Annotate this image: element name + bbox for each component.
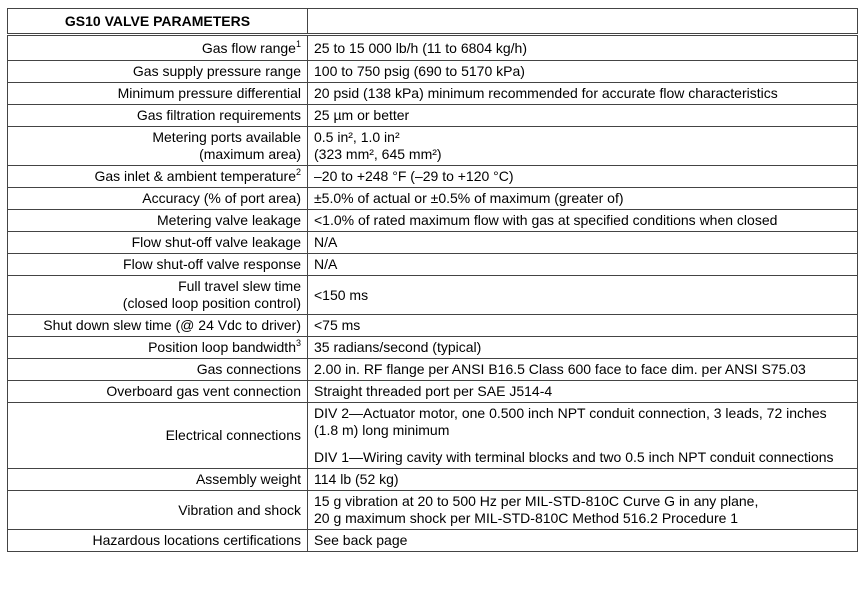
table-row (8, 381, 858, 403)
table-row (8, 337, 858, 359)
parameter-value-line: 15 g vibration at 20 to 500 Hz per MIL-STD-810C Curve G in any plane, (314, 493, 759, 509)
table-title: GS10 VALVE PARAMETERS (8, 9, 308, 35)
parameter-label-line (14, 427, 301, 444)
table-row (8, 188, 858, 210)
table-row (8, 232, 858, 254)
parameter-label (8, 188, 308, 210)
table-header-row (8, 9, 858, 35)
parameter-value (308, 276, 858, 315)
parameter-label-text: Flow shut-off valve response (123, 256, 301, 272)
parameter-value-line: 20 psid (138 kPa) minimum recommended for accurate flow characteristics (314, 85, 778, 101)
parameter-value-line: See back page (314, 532, 408, 548)
parameter-label-line (14, 256, 301, 273)
parameter-label-text: Gas inlet & ambient temperature (94, 168, 296, 184)
parameter-label (8, 210, 308, 232)
parameter-label-line (14, 234, 301, 251)
parameter-label-line (14, 471, 301, 488)
parameter-label-text: Overboard gas vent connection (106, 383, 301, 399)
parameter-value-line: 0.5 in², 1.0 in² (314, 129, 400, 145)
paragraph-gap (314, 439, 851, 449)
parameter-label (8, 232, 308, 254)
parameter-label (8, 254, 308, 276)
table-header-blank (308, 9, 858, 35)
parameter-value (308, 188, 858, 210)
parameter-label (8, 403, 308, 469)
parameter-label (8, 105, 308, 127)
parameter-label-line (14, 339, 301, 356)
parameter-value-line: –20 to +248 °F (–29 to +120 °C) (314, 168, 514, 184)
table-row (8, 105, 858, 127)
parameter-value-line: 35 radians/second (typical) (314, 339, 482, 355)
parameter-value (308, 35, 858, 61)
parameter-value (308, 127, 858, 166)
parameter-label-text: Full travel slew time (178, 278, 301, 294)
parameter-value-line: <75 ms (314, 317, 361, 333)
parameter-label-line (14, 532, 301, 549)
parameter-value (308, 254, 858, 276)
parameter-label (8, 381, 308, 403)
parameter-value (308, 210, 858, 232)
table-row (8, 530, 858, 552)
parameter-value (308, 166, 858, 188)
parameter-label-text: Metering valve leakage (157, 212, 301, 228)
table-row (8, 61, 858, 83)
parameter-value (308, 315, 858, 337)
parameter-label-text: Gas flow range (201, 39, 296, 56)
parameter-value (308, 337, 858, 359)
parameter-value-line: 25 µm or better (314, 107, 410, 123)
parameter-label (8, 530, 308, 552)
parameter-label-line (14, 40, 301, 57)
parameter-label-line (14, 107, 301, 124)
parameter-label-text: Gas supply pressure range (132, 63, 301, 79)
parameter-value-line: <1.0% of rated maximum flow with gas at specified conditions when closed (314, 212, 778, 228)
footnote-marker: 1 (295, 38, 301, 49)
parameter-label-text: Assembly weight (195, 471, 301, 487)
parameter-label (8, 61, 308, 83)
parameter-value-line: N/A (314, 256, 338, 272)
parameter-label-line (14, 190, 301, 207)
table-row (8, 315, 858, 337)
parameter-label-text: Minimum pressure differential (117, 85, 301, 101)
parameter-value-line: (323 mm², 645 mm²) (314, 146, 442, 162)
parameter-label-text: Metering ports available (152, 129, 301, 145)
parameter-label-line (14, 278, 301, 295)
parameter-label-line (14, 383, 301, 400)
table-row (8, 359, 858, 381)
parameter-label (8, 491, 308, 530)
parameter-value (308, 469, 858, 491)
parameter-value-line: 2.00 in. RF flange per ANSI B16.5 Class 600 face to face dim. per ANSI S75.03 (314, 361, 806, 377)
parameter-value (308, 530, 858, 552)
parameter-value (308, 359, 858, 381)
parameter-value-line: N/A (314, 234, 338, 250)
table-body (8, 35, 858, 552)
parameter-label (8, 337, 308, 359)
parameter-value-line: DIV 1—Wiring cavity with terminal blocks and two 0.5 inch NPT conduit connections (314, 449, 834, 465)
parameter-label-text: Position loop bandwidth (148, 339, 296, 355)
parameter-label (8, 315, 308, 337)
parameter-label-line (14, 361, 301, 378)
footnote-marker: 2 (295, 167, 301, 177)
parameter-value-line: 114 lb (52 kg) (314, 471, 399, 487)
table-row (8, 35, 858, 61)
parameter-label-line (14, 146, 301, 163)
table-row (8, 491, 858, 530)
parameter-label-line (14, 212, 301, 229)
parameter-value-line: 20 g maximum shock per MIL-STD-810C Method 516.2 Procedure 1 (314, 510, 739, 526)
table-row (8, 210, 858, 232)
parameter-label-line (14, 85, 301, 102)
parameters-sheet (7, 8, 857, 552)
parameter-label-line (14, 168, 301, 185)
parameter-label-text: Shut down slew time (@ 24 Vdc to driver) (43, 317, 301, 333)
parameter-label-line (14, 63, 301, 80)
parameter-label-text: Vibration and shock (178, 501, 301, 518)
parameter-label (8, 359, 308, 381)
parameter-label-text: Accuracy (% of port area) (142, 190, 301, 206)
parameter-label (8, 127, 308, 166)
parameter-label-line (14, 317, 301, 334)
parameter-label (8, 35, 308, 61)
parameter-label-text: Electrical connections (165, 427, 301, 443)
parameter-label-text: (closed loop position control) (122, 295, 301, 311)
table-row (8, 276, 858, 315)
parameter-value (308, 61, 858, 83)
parameter-value-line: 100 to 750 psig (690 to 5170 kPa) (314, 63, 525, 79)
parameter-value (308, 83, 858, 105)
parameter-value (308, 105, 858, 127)
parameter-value (308, 403, 858, 469)
parameter-label (8, 276, 308, 315)
parameter-label-line (14, 295, 301, 312)
table-row (8, 254, 858, 276)
parameter-label-line (14, 502, 301, 519)
parameter-label (8, 469, 308, 491)
table-row (8, 469, 858, 491)
table-row (8, 127, 858, 166)
parameter-value-line: <150 ms (314, 286, 369, 303)
parameter-label-text: (maximum area) (199, 146, 301, 162)
table-row (8, 166, 858, 188)
footnote-marker: 3 (295, 338, 301, 348)
parameters-table (7, 8, 858, 552)
parameter-label (8, 83, 308, 105)
parameter-value-line: DIV 2—Actuator motor, one 0.500 inch NPT conduit connection, 3 leads, 72 inches (1.8 m) long minimum (314, 405, 827, 438)
table-row (8, 83, 858, 105)
parameter-label-text: Flow shut-off valve leakage (131, 234, 301, 250)
parameter-value (308, 232, 858, 254)
parameter-value-line: ±5.0% of actual or ±0.5% of maximum (greater of) (314, 190, 624, 206)
parameter-label (8, 166, 308, 188)
parameter-value (308, 491, 858, 530)
parameter-label-text: Gas connections (196, 361, 301, 377)
parameter-label-line (14, 129, 301, 146)
table-row (8, 403, 858, 469)
parameter-value-line: Straight threaded port per SAE J514-4 (314, 383, 553, 399)
parameter-value-line: 25 to 15 000 lb/h (11 to 6804 kg/h) (314, 39, 528, 56)
parameter-label-text: Hazardous locations certifications (92, 532, 301, 548)
parameter-value (308, 381, 858, 403)
parameter-label-text: Gas filtration requirements (136, 107, 301, 123)
